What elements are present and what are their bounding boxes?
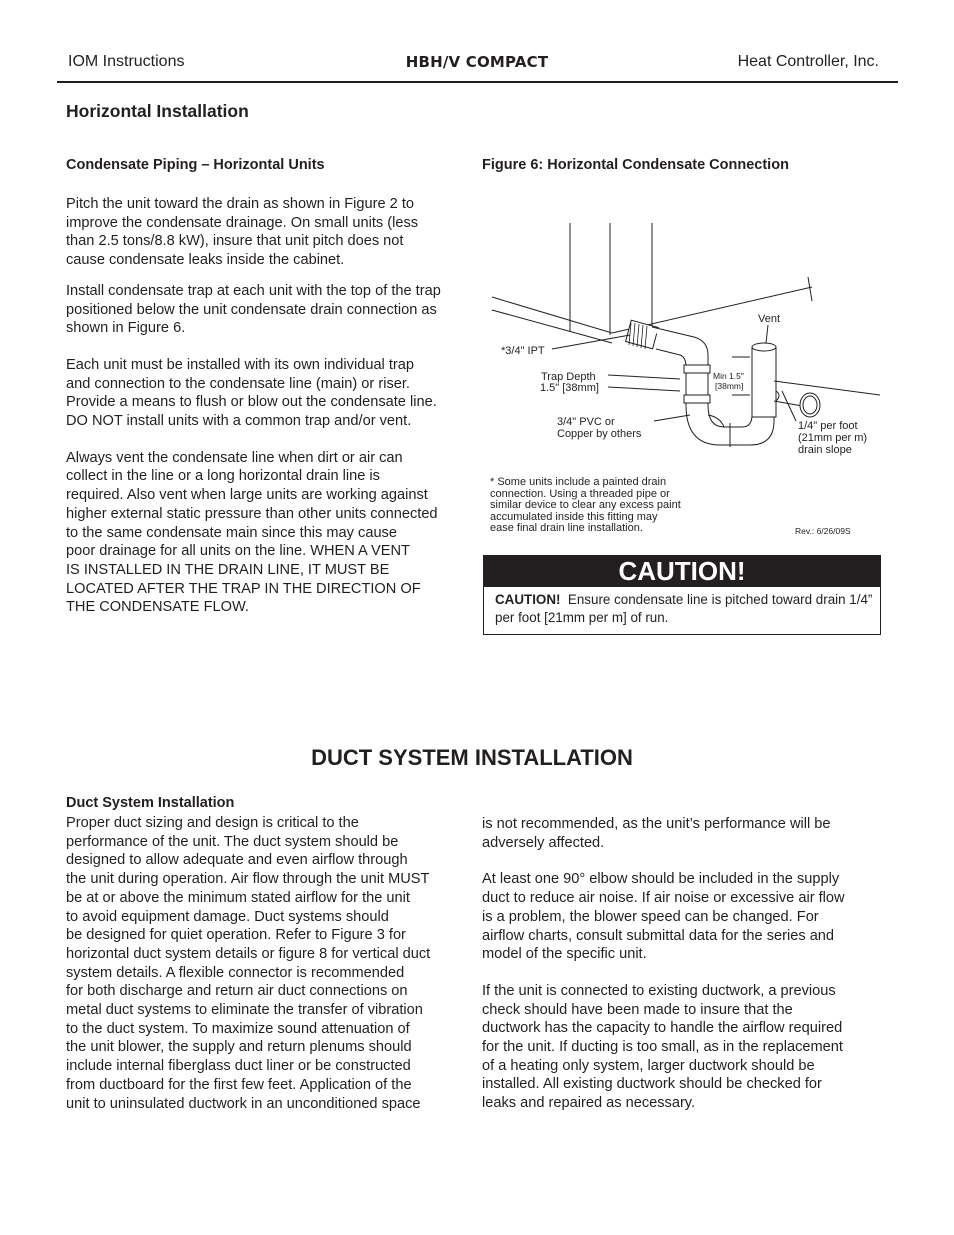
label-slope-text: drain slope [798,444,852,456]
condensate-subtitle: Condensate Piping – Horizontal Units [66,157,325,173]
duct-title: DUCT SYSTEM INSTALLATION [311,745,633,770]
header-right: Heat Controller, Inc. [737,53,879,70]
condensate-text [66,195,466,617]
header-rule [57,81,898,83]
section-title: Horizontal Installation [66,101,249,121]
condensate-diagram [480,215,880,460]
paragraph: is not recommended, as the unit’s performance will be adversely affected. [482,816,831,851]
label-slope-metric: (21mm per m) [798,432,868,444]
caution-heading: CAUTION! [483,555,881,587]
header-center: HBH/V COMPACT [405,53,549,71]
paragraph: At least one 90° elbow should be included in the supply duct to reduce air noise. If air noise or excessive air flow is a problem, the blower speed can be changed. For airflow charts, consult submittal data for the series and model of the specific unit. [482,871,845,963]
label-ipt: *3/4" IPT [501,345,545,357]
label-trap-depth: Trap Depth [541,371,596,383]
label-pvc: 3/4" PVC or [557,416,615,428]
paragraph: Install condensate trap at each unit with the top of the trap positioned below the unit condensate drain connection as shown in Figure 6. [66,282,441,337]
duct-subtitle: Duct System Installation [66,795,235,811]
paragraph: Proper duct sizing and design is critical to the performance of the unit. The duct system should be designed to allow adequate and even airflow through the unit during operation. Air flow through the unit MUST be at or above the minimum stated airflow for the unit to avoid equipment damage. Duct systems should be designed for quiet operation. Refer to Figure 3 for horizontal duct system details or figure 8 for vertical duct system details. A flexible connector is recommended for both discharge and return air duct connections on metal duct systems to eliminate the transfer of vibration to the duct system. To maximize sound attenuation of the unit blower, the supply and return plenums should include internal fiberglass duct liner or be constructed from ductboard for the first few feet. Application of the unit to uninsulated ductwork in an unconditioned space [66,815,431,1112]
paragraph: If the unit is connected to existing ductwork, a previous check should have been made to insure that the ductwork has the capacity to handle the airflow required for the unit. If ducting is too small, as in the replacement of a heating only system, larger ductwork should be installed. All existing ductwork should be checked for leaks and repaired as necessary. [482,982,843,1112]
label-copper: Copper by others [557,428,642,440]
label-trap-depth-value: 1.5" [38mm] [540,382,599,394]
paragraph: Pitch the unit toward the drain as shown in Figure 2 to improve the condensate drainage. On small units (less than 2.5 tons/8.8 kW), insure that unit pitch does not cause condensate leaks inside the cabinet. [66,196,419,269]
label-min: Min 1.5" [713,371,744,381]
paragraph: Each unit must be installed with its own individual trap and connection to the condensate line (main) or riser. Provide a means to flush or blow out the condensate line. DO NOT install units with a common trap and/or vent. [66,356,437,430]
caution-message: Ensure condensate line is pitched toward drain 1/4” per foot [21mm per m] of run. [495,592,873,625]
duct-left-column [66,814,476,1113]
duct-right-column [482,815,892,1113]
header-left: IOM Instructions [68,53,185,70]
paragraph: Always vent the condensate line when dirt or air can collect in the line or a long horizontal drain line is required. Also vent when large units are working against higher external static pressure than other units connected to the same condensate main since this may cause poor drainage for all units on the line. WHEN A VENT IS INSTALLED IN THE DRAIN LINE, IT MUST BE LOCATED AFTER THE TRAP IN THE DIRECTION OF THE CONDENSATE FLOW. [66,449,438,616]
caution-label: CAUTION! [495,592,561,607]
revision-label: Rev.: 6/26/09S [795,526,851,536]
label-vent: Vent [758,313,781,325]
label-min-mm: [38mm] [715,381,744,391]
label-slope: 1/4" per foot [798,420,858,432]
caution-text [495,591,875,627]
figure-note: * Some units include a painted drain connection. Using a threaded pipe or similar device to clear any excess paint accumulated inside this fitting may ease final drain line installation. [490,476,681,535]
figure-title: Figure 6: Horizontal Condensate Connection [482,157,789,173]
